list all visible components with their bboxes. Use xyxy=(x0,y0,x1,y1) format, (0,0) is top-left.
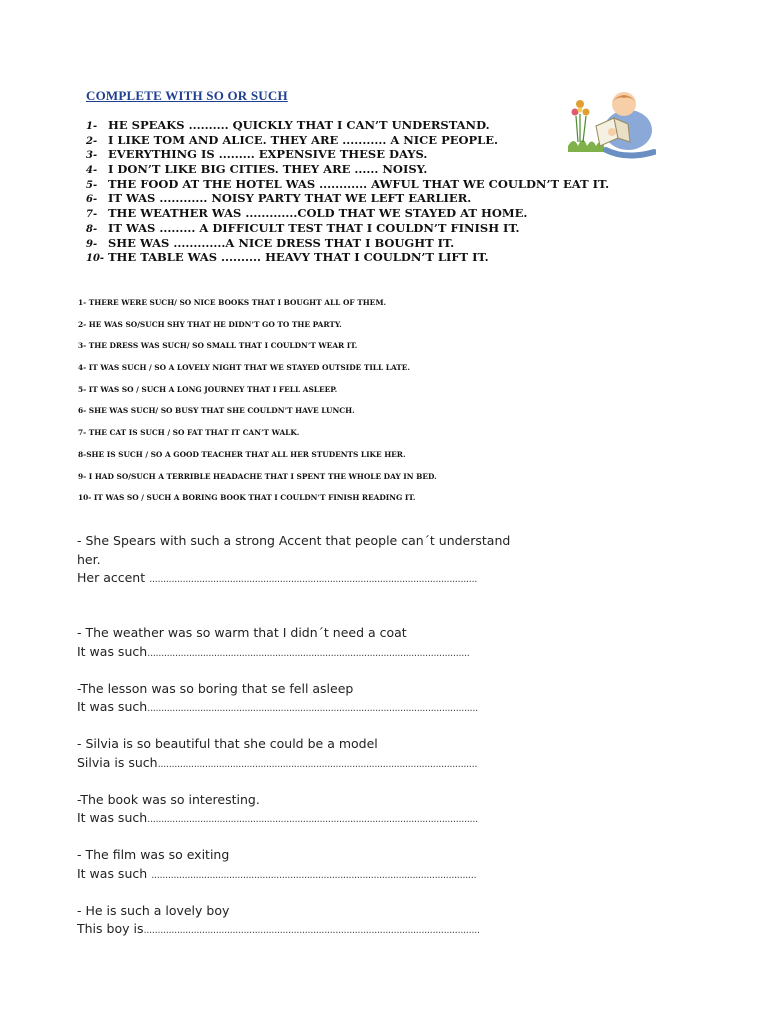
list-item: 5- IT WAS SO / SUCH A LONG JOURNEY THAT I FELL ASLEEP. xyxy=(78,384,338,394)
answer-blank[interactable]: ......................................................................................................................... xyxy=(143,925,480,937)
item-number: 4- xyxy=(86,165,98,177)
item-number: 9- xyxy=(86,238,98,250)
answer-blank[interactable]: ....................................................................................................................... xyxy=(147,814,478,826)
rewrite-answer-line[interactable] xyxy=(77,698,677,719)
answer-blank[interactable]: ...................................................................................................................... xyxy=(149,574,477,585)
list-item xyxy=(86,147,686,162)
item-number: 3- xyxy=(86,150,98,162)
rewrite-prompt-continued: her. xyxy=(77,551,101,567)
rewrite-answer-line[interactable] xyxy=(77,809,677,830)
item-text: HE SPEAKS .......... QUICKLY THAT I CAN’T UNDERSTAND. xyxy=(108,118,490,132)
answer-blank[interactable]: ................................................................................................................... xyxy=(157,758,478,770)
answer-blank[interactable]: ....................................................................................................................... xyxy=(147,703,478,715)
rewrite-prompt: - The film was so exiting xyxy=(77,847,230,863)
item-number: 8- xyxy=(86,223,98,235)
answer-start: It was such xyxy=(77,643,148,659)
list-item: 3- THE DRESS WAS SUCH/ SO SMALL THAT I COULDN’T WEAR IT. xyxy=(78,341,358,351)
rewrite-prompt: -The lesson was so boring that se fell asleep xyxy=(77,680,354,696)
worksheet-title: COMPLETE WITH SO OR SUCH xyxy=(86,88,288,103)
rewrite-prompt: - He is such a lovely boy xyxy=(77,902,230,918)
answer-blank[interactable]: ..................................................................................................................... xyxy=(151,869,477,881)
rewrite-answer-line[interactable] xyxy=(77,754,677,775)
list-item xyxy=(86,250,686,265)
rewrite-item xyxy=(77,680,677,736)
item-number: 7- xyxy=(86,209,98,221)
item-text: SHE WAS .............A NICE DRESS THAT I BOUGHT IT. xyxy=(108,235,455,250)
list-item xyxy=(86,133,686,148)
list-item: 1- THERE WERE SUCH/ SO NICE BOOKS THAT I BOUGHT ALL OF THEM. xyxy=(78,298,387,307)
list-item: 10- IT WAS SO / SUCH A BORING BOOK THAT I COULDN’T FINISH READING IT. xyxy=(78,493,416,503)
list-item xyxy=(86,118,686,133)
item-number: 10- xyxy=(86,253,105,265)
list-item xyxy=(86,221,686,236)
rewrite-prompt: -The book was so interesting. xyxy=(77,791,260,807)
rewrite-item xyxy=(77,846,677,902)
item-number: 2- xyxy=(86,135,98,147)
item-number: 6- xyxy=(86,194,98,206)
item-number: 5- xyxy=(86,179,98,191)
rewrite-item xyxy=(77,791,677,847)
rewrite-prompt: - The weather was so warm that I didn´t need a coat xyxy=(77,625,407,640)
list-item: 2- HE WAS SO/SUCH SHY THAT HE DIDN’T GO TO THE PARTY. xyxy=(78,319,342,329)
rewrite-item xyxy=(77,902,677,958)
exercise-2-list xyxy=(78,296,698,513)
rewrite-prompt: - Silvia is so beautiful that she could be a model xyxy=(77,736,378,752)
list-item: 4- IT WAS SUCH / SO A LOVELY NIGHT THAT WE STAYED OUTSIDE TILL LATE. xyxy=(78,363,410,373)
item-text: I DON’T LIKE BIG CITIES. THEY ARE ...... NOISY. xyxy=(108,162,428,177)
answer-start: It was such xyxy=(77,810,148,826)
item-text: THE FOOD AT THE HOTEL WAS ............ AWFUL THAT WE COULDN’T EAT IT. xyxy=(108,176,610,191)
item-text: I LIKE TOM AND ALICE. THEY ARE ........... A NICE PEOPLE. xyxy=(108,132,499,147)
list-item xyxy=(86,236,686,251)
item-text: THE TABLE WAS .......... HEAVY THAT I COULDN’T LIFT IT. xyxy=(108,250,489,265)
rewrite-answer-line[interactable] xyxy=(77,865,677,886)
rewrite-item xyxy=(77,532,677,624)
rewrite-answer-line[interactable] xyxy=(77,920,677,941)
list-item xyxy=(86,206,686,221)
rewrite-answer-line[interactable] xyxy=(77,643,677,664)
list-item: 6- SHE WAS SUCH/ SO BUSY THAT SHE COULDN’T HAVE LUNCH. xyxy=(78,406,355,416)
rewrite-prompt: - She Spears with such a strong Accent that people can´t understand xyxy=(77,533,511,548)
item-text: EVERYTHING IS ......... EXPENSIVE THESE DAYS. xyxy=(108,147,428,162)
item-text: IT WAS ......... A DIFFICULT TEST THAT I COULDN’T FINISH IT. xyxy=(108,220,520,235)
list-item xyxy=(86,191,686,206)
answer-start: It was such xyxy=(77,699,148,715)
list-item xyxy=(86,162,686,177)
item-number: 1- xyxy=(86,121,98,132)
answer-start: Silvia is such xyxy=(77,754,158,770)
list-item: 8-SHE IS SUCH / SO A GOOD TEACHER THAT ALL HER STUDENTS LIKE HER. xyxy=(78,449,406,459)
item-text: THE WEATHER WAS .............COLD THAT WE STAYED AT HOME. xyxy=(108,206,528,221)
item-text: IT WAS ............ NOISY PARTY THAT WE LEFT EARLIER. xyxy=(108,191,472,206)
list-item: 7- THE CAT IS SUCH / SO FAT THAT IT CAN’T WALK. xyxy=(78,428,300,438)
rewrite-item xyxy=(77,735,677,791)
answer-start: Her accent xyxy=(77,570,150,585)
exercise-1-list xyxy=(86,118,686,265)
rewrite-answer-line[interactable] xyxy=(77,569,677,590)
list-item: 9- I HAD SO/SUCH A TERRIBLE HEADACHE THAT I SPENT THE WHOLE DAY IN BED. xyxy=(78,471,437,481)
answer-start: This boy is xyxy=(77,921,144,937)
exercise-3-rewrite xyxy=(77,532,677,958)
list-item xyxy=(86,177,686,192)
answer-blank[interactable]: .................................................................................................................... xyxy=(147,647,470,659)
answer-start: It was such xyxy=(77,865,152,881)
rewrite-item xyxy=(77,624,677,680)
